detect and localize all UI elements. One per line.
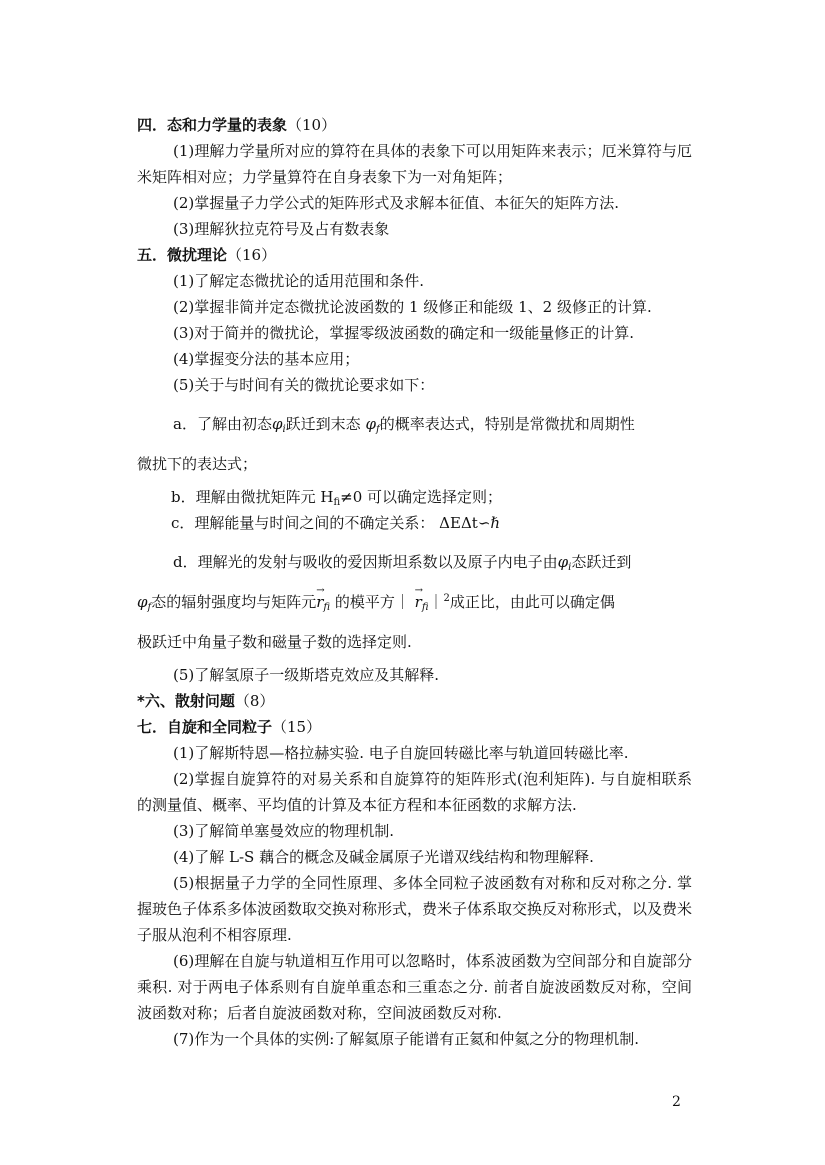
paragraph: (5)了解氢原子一级斯塔克效应及其解释.: [173, 666, 440, 684]
paragraph-d-cont2: 极跃迁中角量子数和磁量子数的选择定则.: [137, 633, 412, 651]
paragraph: (5)关于与时间有关的微扰论要求如下：: [173, 376, 435, 394]
paragraph: (2)掌握自旋算符的对易关系和自旋算符的矩阵形式(泡利矩阵). 与自旋相联系的测量值、概率、平均值的计算及本征方程和本征函数的求解方法.: [137, 770, 692, 814]
paragraph: (1)了解定态微扰论的适用范围和条件.: [173, 272, 425, 290]
paragraph-d-cont: $\varphi_f$态的辐射强度均与矩阵元→ $r_{fi}$ 的模平方｜ → $r_{fi}|^2$成正比，由此可以确定偶: [137, 582, 692, 622]
paragraph: (4)掌握变分法的基本应用；: [173, 350, 360, 368]
paragraph-d: d．理解光的发射与吸收的爱因斯坦系数以及原子内电子由$\varphi_i$态跃迁到: [173, 553, 632, 573]
page-number: 2: [672, 1094, 681, 1110]
paragraph: (3)了解简单塞曼效应的物理机制.: [173, 822, 395, 840]
paragraph: (2)掌握非简并定态微扰论波函数的 1 级修正和能级 1、2 级修正的计算.: [173, 298, 652, 316]
paragraph-b: b．理解由微扰矩阵元 $H_{fi}\ne 0$ 可以确定选择定则；: [171, 488, 503, 508]
document-page: [137, 112, 692, 1052]
section-heading-6: *六、散射问题（8）: [137, 692, 275, 710]
phi-i-symbol: $\varphi_i$: [271, 415, 286, 435]
paragraph: (3)对于简并的微扰论，掌握零级波函数的确定和一级能量修正的计算.: [173, 324, 635, 342]
phi-f-symbol: $\varphi_f$: [365, 415, 380, 435]
paragraph: (3)理解狄拉克符号及占有数表象: [173, 220, 390, 238]
paragraph: (2)掌握量子力学公式的矩阵形式及求解本征值、本征矢的矩阵方法.: [173, 194, 620, 212]
paragraph-c: c．理解能量与时间之间的不确定关系： ΔEΔt∽ℏ: [171, 514, 501, 532]
paragraph: (6)理解在自旋与轨道相互作用可以忽略时，体系波函数为空间部分和自旋部分乘积. 对于两电子体系则有自旋单重态和三重态之分. 前者自旋波函数反对称，空间波函数对称；后者自旋波函数对称，空间波函数反对称.: [137, 952, 692, 1022]
paragraph: (1)了解斯特恩—格拉赫实验. 电子自旋回转磁比率与轨道回转磁比率.: [173, 744, 629, 762]
paragraph: (7)作为一个具体的实例:了解氦原子能谱有正氦和仲氦之分的物理机制.: [173, 1030, 640, 1048]
paragraph-a: a．了解由初态$\varphi_i$跃迁到末态 $\varphi_f$的概率表达式，特别是常微扰和周期性: [173, 415, 635, 435]
section-heading-4: 四．态和力学量的表象（10）: [137, 116, 337, 134]
section-heading-5: 五．微扰理论（16）: [137, 246, 277, 264]
r-fi-vector: → $r_{fi}$: [410, 593, 429, 611]
r-fi-vector: → $r_{fi}$: [316, 593, 330, 611]
paragraph-a-cont: 微扰下的表达式；: [137, 455, 258, 473]
section-heading-7: 七．自旋和全同粒子（15）: [137, 718, 322, 736]
paragraph: (5)根据量子力学的全同性原理、多体全同粒子波函数有对称和反对称之分. 掌握玻色子体系多体波函数取交换对称形式，费米子体系取交换反对称形式，以及费米子服从泡利不相容原理.: [137, 874, 693, 944]
phi-i-symbol: $\varphi_i$: [557, 553, 572, 573]
phi-f-symbol: $\varphi_f$: [137, 593, 152, 613]
paragraph: (4)了解 L-S 藕合的概念及碱金属原子光谱双线结构和物理解释.: [173, 848, 594, 866]
paragraph: (1)理解力学量所对应的算符在具体的表象下可以用矩阵来表示；厄米算符与厄米矩阵相对应；力学量算符在自身表象下为一对角矩阵；: [137, 142, 692, 186]
